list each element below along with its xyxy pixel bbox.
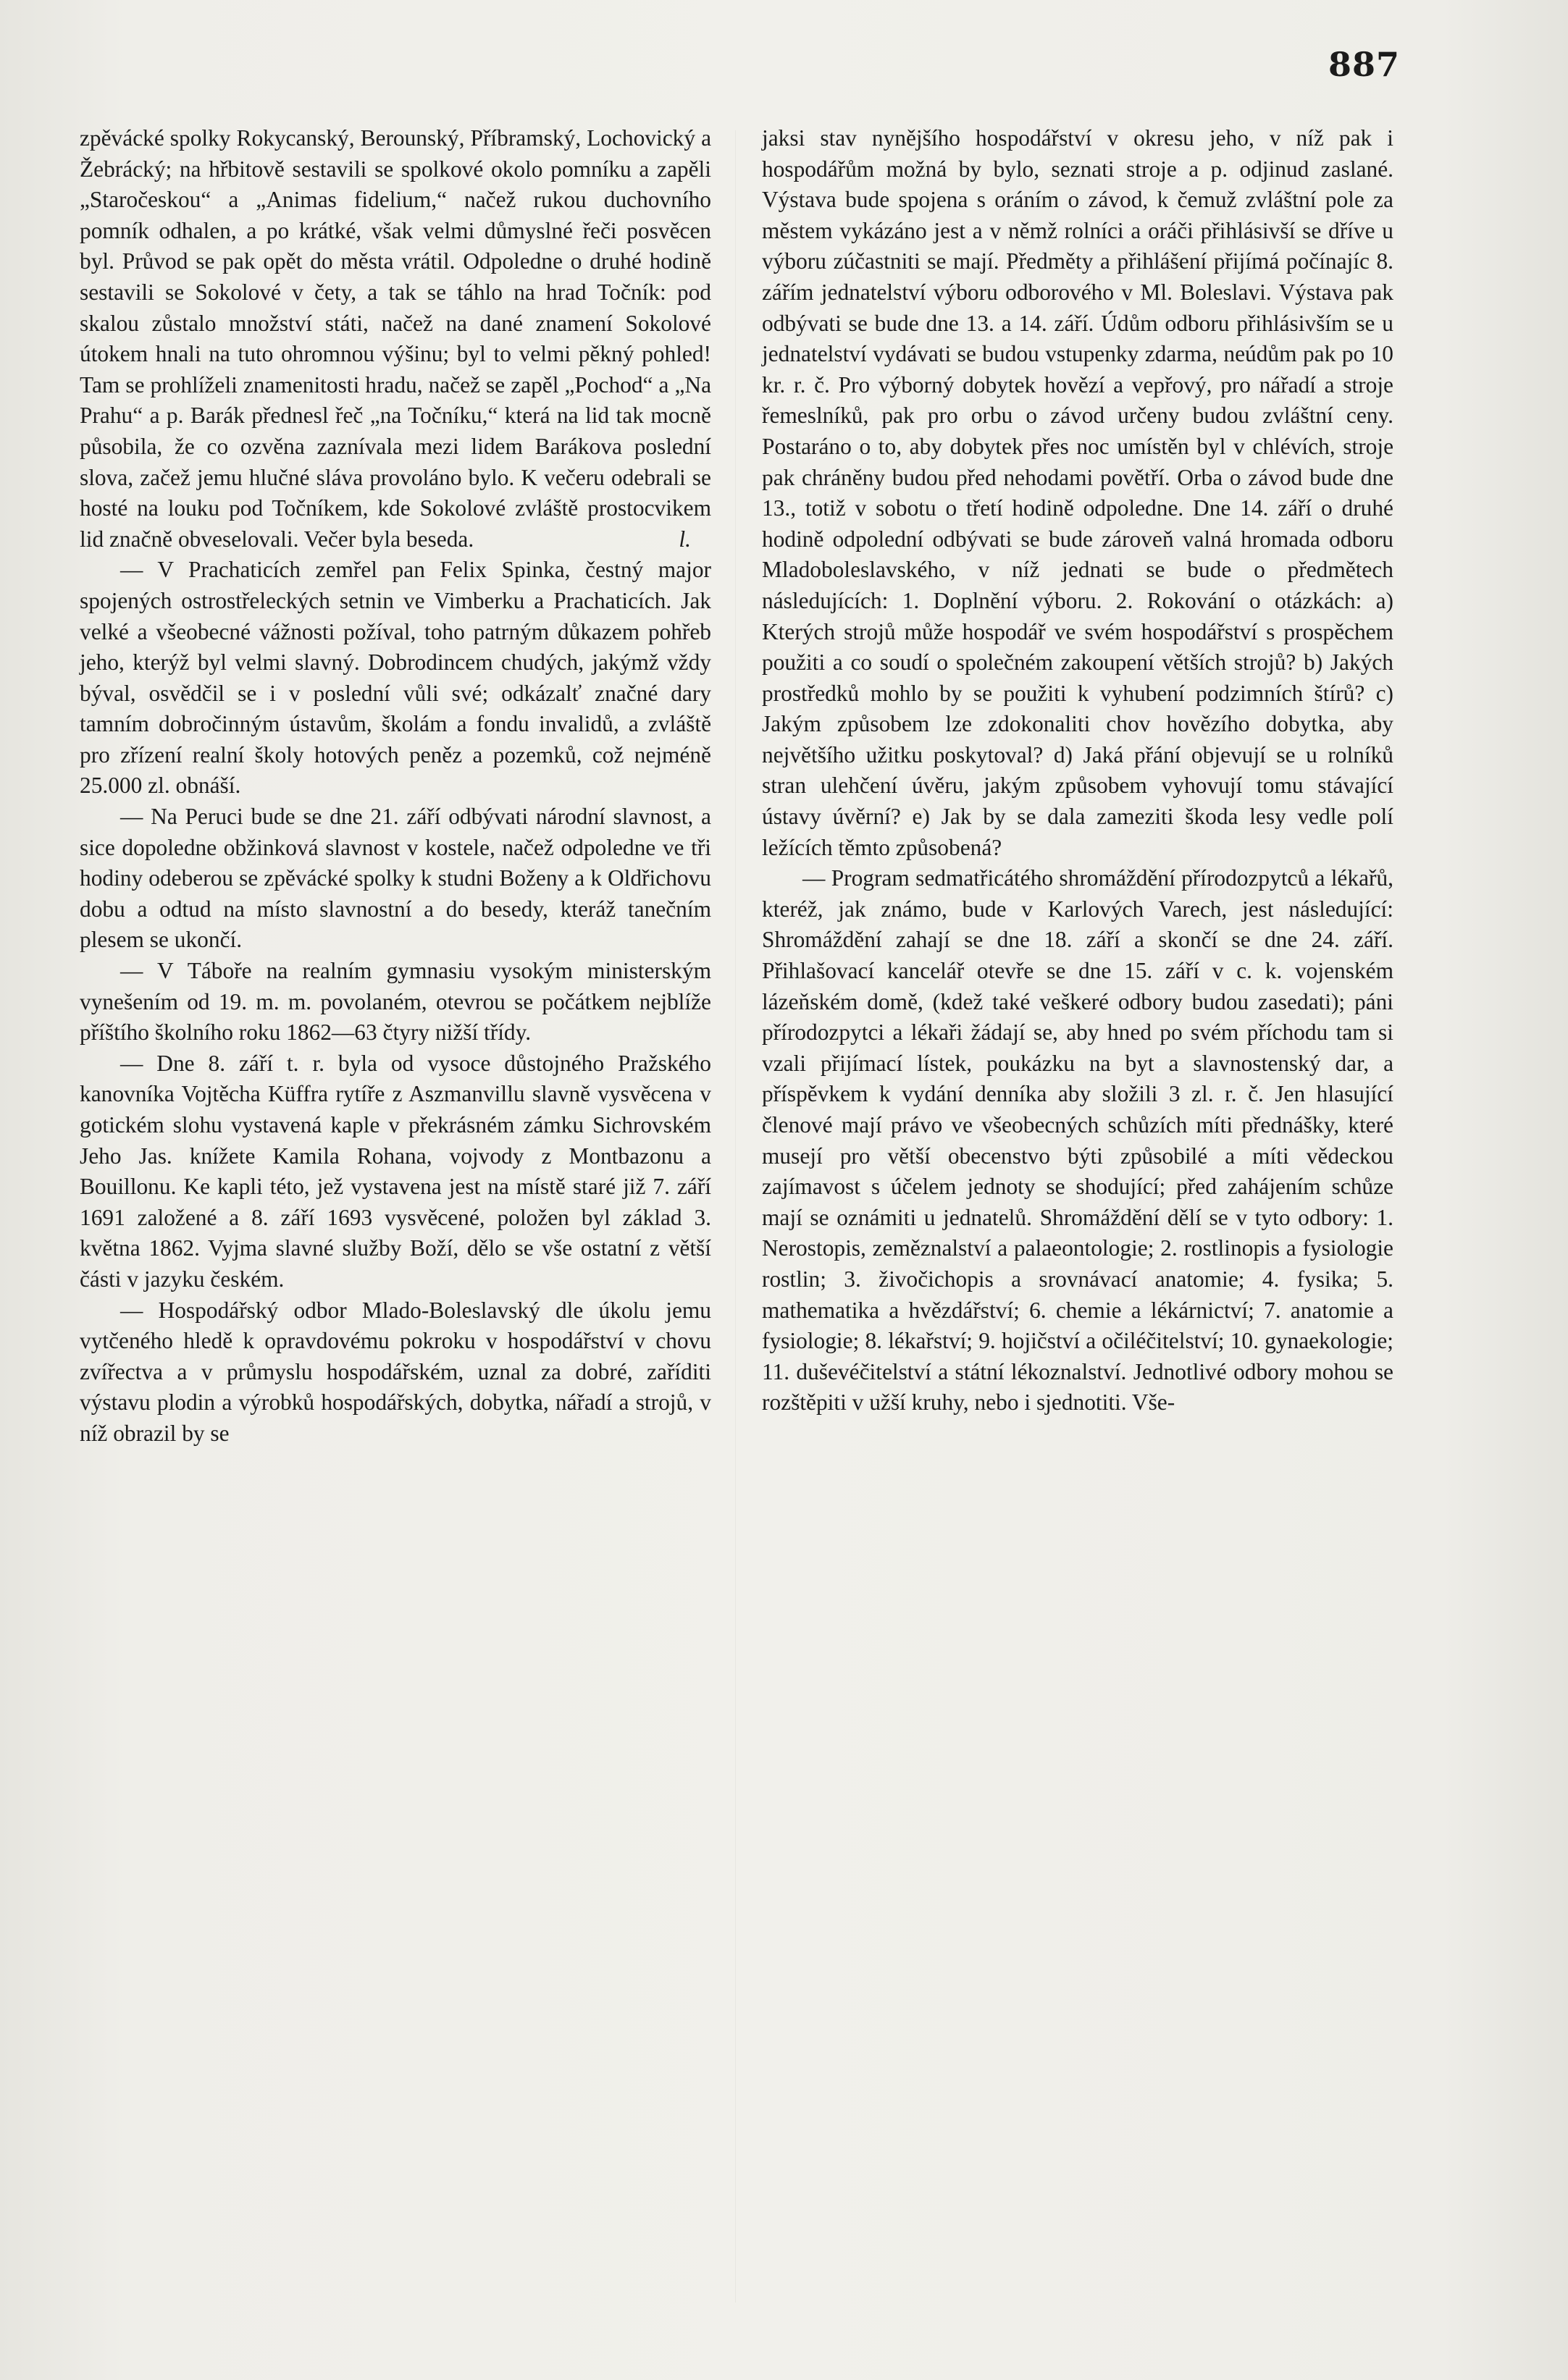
news-item-prachatice: — V Prachaticích zemřel pan Felix Spinka, čestný major spojených ostrostřeleckých setnin ve Vimberku a Prachaticích. Jak velké a všeobecné vážnosti požíval, toho patrným důkazem pohřeb jeho, kterýž byl velmi slavný. Dobrodincem chudých, jakýmž vždy býval, osvědčil se i v poslední vůli své; odkázalť značné dary tamním dobročinným ústavům, školám a fondu invalidů, a zvláště pro zřízení realní školy hotových peněz a pozemků, což nejméně 25.000 zl. obnáší.: [80, 557, 711, 799]
news-item-mlada-boleslav: — Hospodářský odbor Mlado-Boleslavský dle úkolu jemu vytčeného hledě k opravdovému pokroku v hospodářství v chovu zvířectva a v průmyslu hospodářském, uznal za dobré, zaříditi výstavu plodin a výrobků hospodářských, dobytka, nářadí a strojů, v níž obrazil by se: [80, 1297, 711, 1446]
article-continuation: [80, 123, 711, 555]
article-continuation: jaksi stav nynějšího hospodářství v okresu jeho, v níž pak i hospodářům možná by bylo, seznati stroje a p. odjinud zaslané. Výstava bude spojena s oráním o závod, k čemuž zvláštní pole za městem vykázáno jest a v němž rolníci a oráči přihlásivší se dříve u výboru zúčastniti se mají. Předměty a přihlášení přijímá počínajíc 8. zářím jednatelství výboru odborového v Ml. Boleslavi. Výstava pak odbývati se bude dne 13. a 14. září. Údům odboru přihlásivším se u jednatelství vydávati se budou vstupenky zdarma, neúdům pak po 10 kr. r. č. Pro výborný dobytek hovězí a vepřový, pro nářadí a stroje řemeslníků, pak pro orbu o závod určeny budou zvláštní ceny. Postaráno o to, aby dobytek přes noc umístěn byl v chlévích, stroje pak chráněny budou před nehodami povětří. Orba o závod bude dne 13., totiž v sobotu o třetí hodině odpoledne. Dne 14. září o druhé hodině odpolední odbývati se bude zároveň valná hromada odboru Mladoboleslavského, v níž jednati se bude o předmětech následujících: 1. Doplnění výboru. 2. Rokování o otázkách: a) Kterých strojů může hospodář ve svém hospodářství s prospěchem použiti a co soudí o společném zakoupení větších strojů? b) Jakých prostředků mohlo by se použiti k vyhubení podzimních štírů? c) Jakým způsobem lze zdokonaliti chov hovězího dobytka, aby největšího užitku poskytoval? d) Jaká přání objevují se u rolníků stran ulehčení úvěru, jakým způsobem vyhovují tomu stávající ústavy úvěrní? e) Jak by se dala zameziti škoda lesy vedle polí ležících těmto způsobená?: [762, 125, 1393, 860]
article-signature: l.: [679, 526, 691, 552]
news-item-peruc: — Na Peruci bude se dne 21. září odbývati národní slavnost, a sice dopoledne obžinková slavnost v kostele, načež odpoledne ve tři hodiny odeberou se zpěvácké spolky k studni Boženy a k Oldřichovu dobu a odtud na místo slavnostní a do besedy, kteráž tanečním plesem se ukončí.: [80, 804, 711, 953]
news-item-karlovy-vary: — Program sedmatřicátého shromáždění přírodozpytců a lékařů, kteréž, jak známo, bude v Karlových Varech, jest následující: Shromáždění zahají se dne 18. září a skončí se dne 24. září. Přihlašovací kancelář otevře se dne 15. září v c. k. vojenském lázeňském domě, (kdež také veškeré odbory budou zasedati); páni přírodozpytci a lékaři žádají se, aby hned po svém příchodu tam si vzali přijímací lístek, poukázku na byt a slavnostenský dar, a příspěvkem k vydání denníka aby složili 3 zl. r. č. Jen hlasující členové mají právo ve všeobecných schůzích míti přednášky, které musejí pro větší obecenstvo býti způsobilé a míti vědeckou zajímavost s účelem jednoty se shodující; před zahájením schůze mají se oznámiti u jednatelů. Shromáždění dělí se v tyto odbory: 1. Nerostopis, zeměznalství a palaeontologie; 2. rostlinopis a fysiologie rostlin; 3. živočichopis a srovnávací anatomie; 4. fysika; 5. mathematika a hvězdářství; 6. chemie a lékárnictví; 7. anatomie a fysiologie; 8. lékařství; 9. hojičství a očiléčitelství; 10. gynaekologie; 11. duševéčitelství a státní lékoznalství. Jednotlivé odbory mohou se rozštěpiti v užší kruhy, nebo i sjednotiti. Vše-: [762, 865, 1393, 1416]
page-number: 887: [1328, 45, 1400, 84]
article-text: zpěvácké spolky Rokycanský, Berounský, Příbramský, Lochovický a Žebrácký; na hřbitově sestavili se spolkové okolo pomníku a zapěli „Staročeskou“ a „Animas fidelium,“ načež rukou duchovního pomník odhalen, a po krátké, však velmi důmyslné řeči posvěcen byl. Průvod se pak opět do města vrátil. Odpoledne o druhé hodině sestavili se Sokolové v čety, a tak se táhlo na hrad Točník: pod skalou zůstalo množství státi, načež na dané znamení Sokolové útokem hnali na tuto ohromnou výšinu; byl to velmi pěkný pohled! Tam se prohlíželi znamenitosti hradu, načež se zapěl „Pochod“ a „Na Prahu“ a p. Barák přednesl řeč „na Točníku,“ která na lid tak mocně působila, že co ozvěna zaznívala mezi lidem Barákova poslední slova, začež jemu hlučné sláva provoláno bylo. K večeru odebrali se hosté na louku pod Točníkem, kde Sokolové zvláště prostocvikem lid značně obveselovali. Večer byla beseda.: [80, 125, 711, 552]
left-column: [80, 123, 711, 1450]
column-gutter: [735, 130, 736, 2303]
right-column: [762, 123, 1393, 1418]
news-item-sichrov-chapel: — Dne 8. září t. r. byla od vysoce důstojného Pražského kanovníka Vojtěcha Küffra rytíře z Aszmanvillu slavně vysvěcena v gotickém slohu vystavená kaple v překrásném zámku Sichrovském Jeho Jas. knížete Kamila Rohana, vojvody z Montbazonu a Bouillonu. Ke kapli této, jež vystavena jest na místě staré již 7. září 1691 založené a 8. září 1693 vysvěcené, položen byl základ 3. května 1862. Vyjma slavné služby Boží, dělo se vše ostatní z větší části v jazyku českém.: [80, 1050, 711, 1292]
news-item-tabor: — V Táboře na realním gymnasiu vysokým ministerským vynešením od 19. m. m. povolaném, otevrou se počátkem nejblíže příštího školního roku 1862—63 čtyry nižší třídy.: [80, 958, 711, 1046]
